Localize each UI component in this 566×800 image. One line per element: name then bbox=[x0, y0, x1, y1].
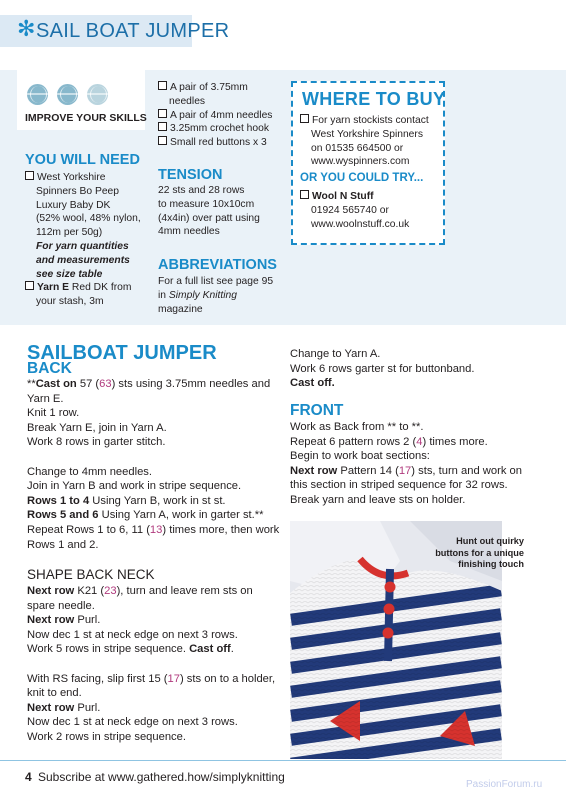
size-value: 4 bbox=[416, 435, 423, 448]
text-line: Knit 1 row. bbox=[27, 407, 80, 420]
list-item: Luxury Baby DK bbox=[36, 199, 111, 211]
red-button bbox=[385, 582, 396, 593]
star-icon: ✻ bbox=[17, 17, 36, 42]
checkbox-icon bbox=[25, 171, 34, 180]
list-note: For yarn quantities bbox=[36, 240, 129, 252]
text-span: . bbox=[230, 643, 234, 656]
text-span-bold: Cast on bbox=[35, 378, 77, 390]
text-span: Repeat Rows 1 to 6, 11 ( bbox=[27, 523, 150, 536]
page-title: SAIL BOAT JUMPER bbox=[36, 20, 230, 42]
text-line: Change to 4mm needles. bbox=[27, 465, 153, 478]
you-will-need-list bbox=[25, 171, 150, 309]
text-span-bold: Rows 5 and 6 bbox=[27, 509, 99, 522]
text-line: Join in Yarn B and work in stripe sequence. bbox=[27, 480, 242, 493]
text-span: K21 ( bbox=[74, 585, 105, 597]
contact-line: West Yorkshire Spinners bbox=[311, 128, 423, 140]
text-line: Work as Back from ** to **. bbox=[290, 421, 424, 433]
front-instructions bbox=[290, 420, 555, 508]
checkbox-icon bbox=[158, 81, 167, 90]
text-line: Now dec 1 st at neck edge on next 3 rows. bbox=[27, 716, 238, 729]
tension-line: to measure 10x10cm bbox=[158, 198, 255, 210]
list-item: Small red buttons x 3 bbox=[170, 137, 267, 149]
list-note: see size table bbox=[36, 268, 103, 280]
size-value: 23 bbox=[104, 585, 117, 597]
list-item: 3.25mm crochet hook bbox=[170, 123, 270, 135]
alt-supplier-name: Wool N Stuff bbox=[312, 191, 374, 202]
list-item: West Yorkshire bbox=[37, 172, 106, 183]
yarn-ball-icon bbox=[27, 84, 48, 105]
text-span: ** bbox=[27, 378, 36, 390]
abbreviations-line: magazine bbox=[158, 303, 203, 315]
alt-supplier bbox=[300, 190, 440, 231]
tension-text bbox=[158, 184, 288, 239]
text-line: Yarn E. bbox=[27, 392, 64, 405]
tools-list bbox=[158, 81, 288, 150]
size-value: 63 bbox=[99, 378, 112, 390]
contact-line: www.woolnstuff.co.uk bbox=[311, 218, 410, 230]
checkbox-icon bbox=[25, 281, 34, 290]
text-span-bold: Next row bbox=[27, 701, 75, 714]
magazine-name: Simply Knitting bbox=[168, 289, 237, 301]
text-span: Work 5 rows in stripe sequence. bbox=[27, 643, 190, 656]
text-line: Break yarn and leave sts on holder. bbox=[290, 493, 466, 506]
size-value: 13 bbox=[149, 523, 163, 536]
contact-line: www.wyspinners.com bbox=[311, 156, 410, 168]
skills-label: IMPROVE YOUR SKILLS bbox=[25, 112, 147, 124]
contact-line: For yarn stockists contact bbox=[312, 115, 429, 126]
photo-caption bbox=[434, 536, 524, 571]
caption-line: buttons for a unique bbox=[435, 547, 524, 558]
back-heading: BACK bbox=[27, 360, 72, 377]
list-note: and measurements bbox=[36, 254, 130, 266]
contact-line: 01924 565740 or bbox=[311, 204, 389, 216]
text-span-bold: Next row bbox=[290, 464, 338, 477]
text-line: Break Yarn E, join in Yarn A. bbox=[27, 421, 167, 434]
text-line: Work 8 rows in garter stitch. bbox=[27, 436, 166, 449]
list-item: A pair of 4mm needles bbox=[170, 109, 273, 121]
abbreviations-line: For a full list see page 95 bbox=[158, 276, 274, 287]
list-item: A pair of 3.75mm bbox=[170, 82, 248, 93]
contact-line: on 01535 664500 or bbox=[311, 142, 404, 154]
where-to-buy-heading: WHERE TO BUY bbox=[302, 89, 446, 109]
text-span-bold: Cast off. bbox=[290, 377, 335, 390]
neck-instructions bbox=[27, 584, 282, 745]
checkbox-icon bbox=[300, 114, 309, 123]
text-span: ) times more, then work bbox=[162, 523, 280, 536]
text-span-bold: Cast off bbox=[189, 643, 231, 656]
text-span: 57 ( bbox=[76, 378, 100, 390]
text-line: Change to Yarn A. bbox=[290, 348, 381, 360]
text-span: Purl. bbox=[74, 701, 101, 714]
size-value: 17 bbox=[167, 672, 180, 685]
red-button bbox=[384, 604, 395, 615]
text-line: Work 6 rows garter st for buttonband. bbox=[290, 362, 475, 375]
text-span-bold: Next row bbox=[27, 585, 75, 597]
text-span: ) sts, turn and work on bbox=[411, 464, 522, 477]
back-instructions bbox=[27, 377, 282, 552]
tension-line: 22 sts and 28 rows bbox=[158, 185, 245, 196]
checkbox-icon bbox=[158, 136, 167, 145]
checkbox-icon bbox=[158, 122, 167, 131]
footer-subscribe-link[interactable]: Subscribe at www.gathered.how/simplyknitting bbox=[38, 770, 285, 784]
text-span: With RS facing, slip first 15 ( bbox=[27, 672, 168, 685]
buttonband-instructions bbox=[290, 347, 550, 391]
text-span: Repeat 6 pattern rows 2 ( bbox=[290, 435, 417, 448]
list-item: 112m per 50g) bbox=[36, 227, 103, 239]
list-item: needles bbox=[169, 95, 206, 107]
pattern-title: SAILBOAT JUMPER bbox=[27, 342, 217, 364]
text-line: Rows 1 and 2. bbox=[27, 538, 99, 551]
text-line: Begin to work boat sections: bbox=[290, 450, 430, 463]
yarn-ball-icon bbox=[87, 84, 108, 105]
text-line: Work 2 rows in stripe sequence. bbox=[27, 730, 186, 743]
page-number: 4 bbox=[25, 770, 32, 784]
text-line: this section in striped sequence for 32 rows. bbox=[290, 479, 508, 492]
text-line: Now dec 1 st at neck edge on next 3 rows. bbox=[27, 628, 238, 641]
watermark: PassionForum.ru bbox=[466, 779, 543, 790]
you-will-need-heading: YOU WILL NEED bbox=[25, 152, 140, 168]
text-span: ), turn and leave rem sts on bbox=[116, 585, 253, 597]
abbreviations-line: in bbox=[158, 289, 169, 301]
tension-heading: TENSION bbox=[158, 167, 223, 183]
tension-line: 4mm needles bbox=[158, 226, 220, 238]
checkbox-icon bbox=[300, 190, 309, 199]
alt-supplier-heading: OR YOU COULD TRY... bbox=[300, 172, 424, 184]
list-item: your stash, 3m bbox=[36, 296, 104, 308]
text-span-bold: Next row bbox=[27, 614, 75, 627]
text-span: ) sts on to a holder, bbox=[179, 672, 276, 685]
checkbox-icon bbox=[158, 109, 167, 118]
text-line: knit to end. bbox=[27, 687, 82, 700]
tension-line: (4x4in) over patt using bbox=[158, 212, 260, 224]
shape-back-neck-heading: SHAPE BACK NECK bbox=[27, 567, 155, 582]
abbreviations-text bbox=[158, 275, 288, 316]
red-button bbox=[383, 628, 394, 639]
abbreviations-heading: ABBREVIATIONS bbox=[158, 257, 277, 273]
text-span: ) sts using 3.75mm needles and bbox=[111, 378, 271, 390]
text-span: Pattern 14 ( bbox=[337, 464, 399, 477]
where-to-buy-contact bbox=[300, 114, 440, 169]
text-span: Purl. bbox=[74, 614, 101, 627]
front-heading: FRONT bbox=[290, 402, 344, 419]
text-line: spare needle. bbox=[27, 599, 95, 612]
caption-line: finishing touch bbox=[458, 559, 524, 569]
caption-line: Hunt out quirky bbox=[456, 536, 524, 546]
text-span: Using Yarn B, work in st st. bbox=[89, 494, 226, 507]
size-value: 17 bbox=[398, 464, 412, 477]
text-span-bold: Rows 1 to 4 bbox=[27, 494, 90, 507]
text-span: Using Yarn A, work in garter st.** bbox=[98, 509, 264, 522]
list-item: Red DK from bbox=[69, 282, 132, 294]
list-item: (52% wool, 48% nylon, bbox=[36, 213, 141, 225]
footer-divider bbox=[0, 760, 566, 761]
list-item: Spinners Bo Peep bbox=[36, 185, 120, 197]
yarn-ball-icon bbox=[57, 84, 78, 105]
list-item-bold: Yarn E bbox=[37, 282, 70, 294]
text-span: ) times more. bbox=[422, 435, 488, 448]
